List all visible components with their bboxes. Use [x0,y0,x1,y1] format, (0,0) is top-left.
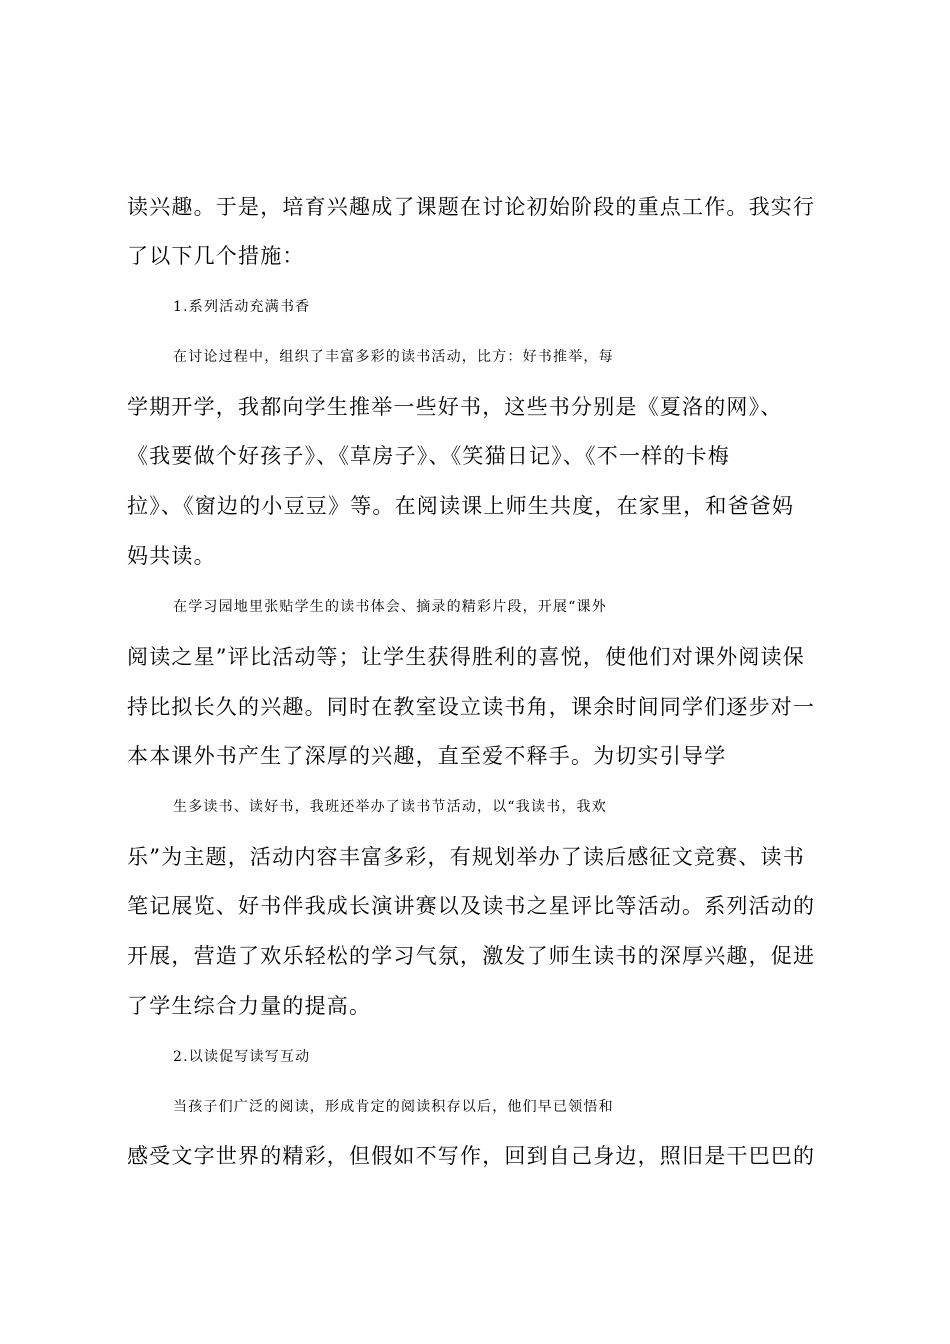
text-line: 笔记展览、好书伴我成长演讲赛以及读书之星评比等活动。系列活动的 [127,894,816,918]
text-line: 乐”为主题，活动内容丰富多彩，有规划举办了读后感征文竞赛、读书 [127,845,805,869]
text-line: 读兴趣。于是，培育兴趣成了课题在讨论初始阶段的重点工作。我实行 [127,195,816,219]
text-line: 阅读之星”评比活动等；让学生获得胜利的喜悦，使他们对课外阅读保 [127,645,805,669]
section-heading: 2.以读促写读写互动 [173,1049,311,1065]
text-line: 当孩子们广泛的阅读，形成肯定的阅读积存以后，他们早已领悟和 [173,1099,614,1115]
text-line: 了以下几个措施： [127,244,305,268]
text-line: 《我要做个好孩子》、《草房子》、《笑猫日记》、《不一样的卡梅 [127,444,730,468]
text-line: 生多读书、读好书，我班还举办了读书节活动，以“我读书，我欢 [173,799,607,815]
text-line: 持比拟长久的兴趣。同时在教室设立读书角，课余时间同学们逐步对一 [127,695,816,719]
text-line: 感受文字世界的精彩，但假如不写作，回到自己身边，照旧是干巴巴的 [127,1144,816,1168]
text-line: 开展，营造了欢乐轻松的学习气氛，激发了师生读书的深厚兴趣，促进 [127,944,816,968]
section-heading: 1.系列活动充满书香 [173,299,311,315]
text-line: 在学习园地里张贴学生的读书体会、摘录的精彩片段，开展“课外 [173,599,607,615]
text-line: 在讨论过程中，组织了丰富多彩的读书活动，比方：好书推举，每 [173,349,614,365]
text-line: 了学生综合力量的提高。 [127,994,372,1018]
text-line: 本本课外书产生了深厚的兴趣，直至爱不释手。为切实引导学 [127,744,727,768]
text-line: 妈共读。 [127,544,216,568]
text-line: 学期开学，我都向学生推举一些好书，这些书分别是《夏洛的网》、 [127,395,783,419]
text-line: 拉》、《窗边的小豆豆》等。在阅读课上师生共度，在家里，和爸爸妈 [127,494,795,518]
